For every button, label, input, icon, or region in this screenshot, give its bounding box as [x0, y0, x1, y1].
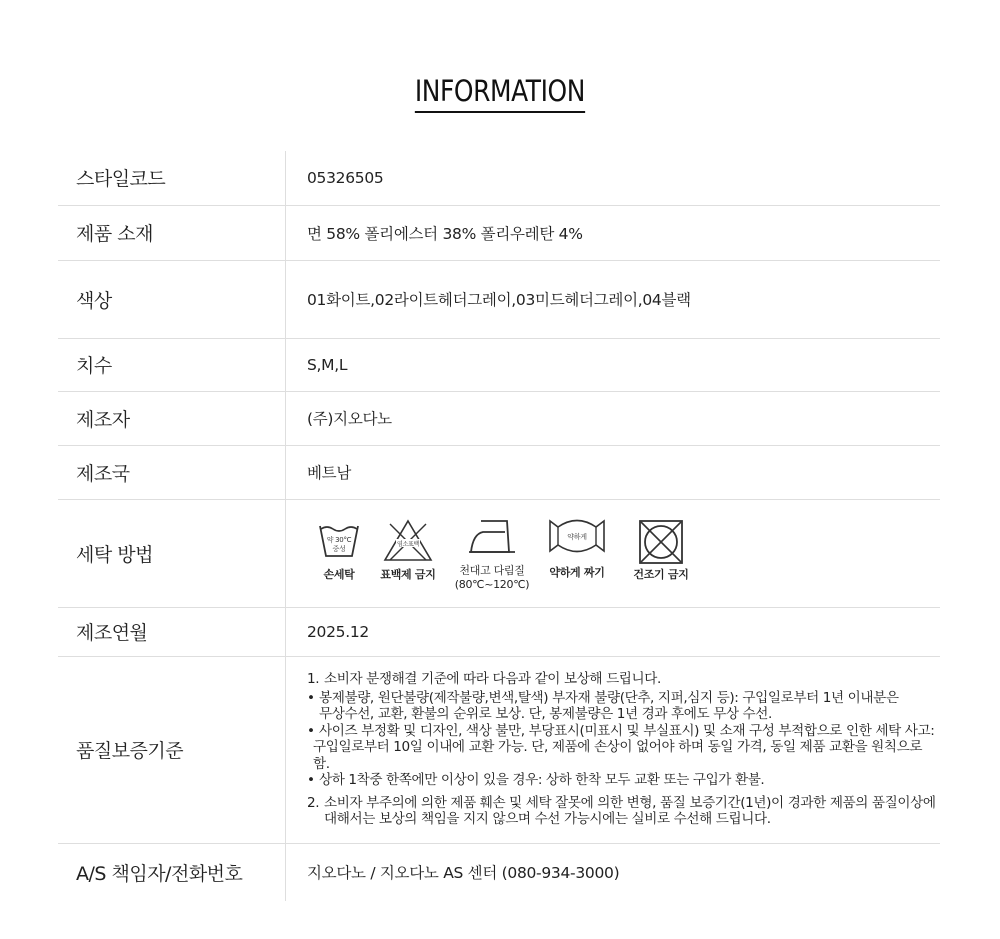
wash-caption-hand: 손세탁	[323, 568, 355, 581]
label-washing: 세탁 방법	[58, 499, 286, 607]
value-washing	[286, 499, 941, 607]
value-color: 01화이트,02라이트헤더그레이,03미드헤더그레이,04블랙	[286, 260, 941, 338]
row-washing	[58, 499, 940, 607]
label-style-code: 스타일코드	[58, 151, 286, 205]
bullet-dot: •	[307, 722, 315, 739]
value-style-code: 05326505	[286, 151, 941, 205]
bullet-dot: •	[307, 689, 315, 706]
warranty-bullet-1	[307, 690, 940, 723]
info-table	[58, 151, 940, 901]
iron-caption-main: 천대고 다림질	[459, 564, 525, 577]
label-warranty: 품질보증기준	[58, 656, 286, 843]
no-tumble-dry-icon	[637, 518, 685, 566]
wash-caption-wring: 약하게 짜기	[549, 566, 605, 579]
warranty-bullet-2-line-1: 사이즈 부정확 및 디자인, 색상 불만, 부당표시(미표시 및 부실표시) 및 소재 구성 부적합으로 인한 세탁 사고:	[319, 722, 935, 739]
row-material	[58, 205, 940, 260]
wash-item-dryer	[621, 518, 701, 582]
label-maker: 제조자	[58, 391, 286, 445]
value-date: 2025.12	[286, 607, 941, 656]
value-country: 베트남	[286, 445, 941, 499]
warranty-item-2	[307, 795, 940, 828]
gentle-wring-icon	[547, 518, 607, 554]
label-size: 치수	[58, 338, 286, 391]
wash-caption-bleach: 표백제 금지	[380, 568, 436, 581]
warranty-bullet-2-line-2: 구입일로부터 10일 이내에 교환 가능. 단, 제품에 손상이 없어야 하며 동일 가격, 동일 제품 교환을 원칙으로 함.	[313, 739, 923, 772]
row-style-code	[58, 151, 940, 205]
warranty-item-1-text: 소비자 분쟁해결 기준에 따라 다음과 같이 보상해 드립니다.	[324, 671, 661, 688]
wash-caption-dryer: 건조기 금지	[633, 568, 689, 581]
label-color: 색상	[58, 260, 286, 338]
value-warranty	[286, 656, 941, 843]
warranty-num-2: 2.	[307, 794, 320, 811]
warranty-bullet-2	[307, 723, 940, 773]
warranty-bullet-1-line-1: 봉제불량, 원단불량(제작불량,변색,탈색) 부자재 불량(단추, 지퍼,심지 등): 구입일로부터 1년 이내분은	[319, 689, 899, 706]
row-color	[58, 260, 940, 338]
row-as	[58, 843, 940, 901]
warranty-bullet-3	[307, 772, 940, 789]
hand-wash-temp-text: 약 30°C	[326, 536, 352, 544]
warranty-num-1: 1.	[307, 671, 320, 688]
value-material: 면 58% 폴리에스터 38% 폴리우레탄 4%	[286, 205, 941, 260]
title-wrap	[0, 74, 1000, 113]
warranty-bullet-1-line-2: 무상수선, 교환, 환불의 순위로 보상. 단, 봉제불량은 1년 경과 후에도 무상 수선.	[319, 706, 772, 723]
warranty-item-2-line-2: 대해서는 보상의 책임을 지지 않으며 수선 가능시에는 실비로 수선해 드립니다.	[324, 811, 771, 828]
bullet-dot: •	[307, 772, 315, 789]
label-as: A/S 책임자/전화번호	[58, 843, 286, 901]
warranty-item-2-line-1: 소비자 부주의에 의한 제품 훼손 및 세탁 잘못에 의한 변형, 품질 보증기간(1년)이 경과한 제품의 품질이상에	[324, 794, 936, 811]
value-size: S,M,L	[286, 338, 941, 391]
warranty-text	[307, 671, 940, 828]
no-bleach-icon	[382, 518, 434, 564]
washing-icons	[307, 514, 940, 592]
warranty-item-1	[307, 671, 940, 688]
label-date: 제조연월	[58, 607, 286, 656]
no-bleach-text: 염소표백	[397, 541, 419, 548]
value-maker: (주)지오다노	[286, 391, 941, 445]
hand-wash-icon	[317, 518, 361, 562]
label-country: 제조국	[58, 445, 286, 499]
warranty-bullet-3-text: 상하 1착중 한쪽에만 이상이 있을 경우: 상하 한착 모두 교환 또는 구입가 환불.	[319, 772, 765, 789]
iron-icon	[467, 518, 517, 556]
wash-item-wring	[539, 518, 615, 580]
page-title: INFORMATION	[415, 74, 585, 113]
row-warranty	[58, 656, 940, 843]
wash-item-iron	[441, 518, 543, 592]
wash-item-bleach	[375, 518, 441, 582]
label-material: 제품 소재	[58, 205, 286, 260]
wash-caption-iron	[455, 564, 530, 592]
value-as: 지오다노 / 지오다노 AS 센터 (080-934-3000)	[307, 864, 620, 883]
row-date	[58, 607, 940, 656]
gentle-wring-text: 약하게	[567, 533, 587, 541]
wash-item-hand	[303, 518, 375, 582]
row-size	[58, 338, 940, 391]
iron-caption-temp: (80℃~120℃)	[454, 578, 530, 591]
hand-wash-neutral-text: 중성	[332, 545, 346, 553]
row-country	[58, 445, 940, 499]
row-maker	[58, 391, 940, 445]
